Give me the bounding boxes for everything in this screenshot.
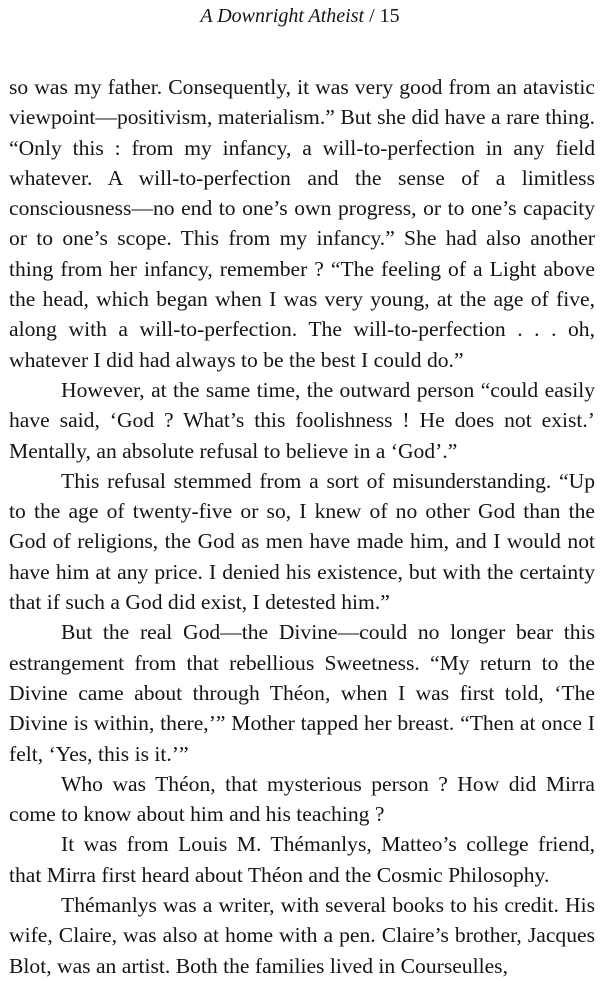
page-number: 15 [379,5,400,27]
paragraph: Thémanlys was a writer, with several books to his credit. His wife, Claire, was also at home with a pen. Claire’s brother, Jacques Blot, was an artist. Both the families lived in Courseulles, [9,893,595,978]
paragraph: Who was Théon, that mysterious person ? How did Mirra come to know about him and his teaching ? [9,771,595,827]
paragraph: This refusal stemmed from a sort of misunderstanding. “Up to the age of twenty-five or so, I knew of no other God than the God of religions, the God as men have made him, and I would not have him at any price. I denied his existence, but with the certainty that if such a God did exist, I detested him.” [9,468,595,615]
paragraph: But the real God—the Divine—could no longer bear this estrangement from that rebellious Sweetness. “My return to the Divine came about through Théon, when I was first told, ‘The Divine is within, there,’” Mother tapped her breast. “Then at once I felt, ‘Yes, this is it.’” [9,620,595,766]
paragraph: It was from Louis M. Thémanlys, Matteo’s college friend, that Mirra first heard about Théon and the Cosmic Philosophy. [9,832,595,887]
paragraph: so was my father. Consequently, it was very good from an atavistic viewpoint—positivism, materialism.” But she did have a rare thing. “Only this : from my infancy, a will-to-perfection in any field whatever. A will-to-perfection and the sense of a limitless consciousness—no end to one’s own progress, or to one’s capacity or to one’s scope. This from my infancy.” She had also another thing from her infancy, remember ? “The feeling of a Light above the head, which began when I was very young, at the age of five, along with a will-to-perfection. The will-to-perfection . . . oh, whatever I did had always to be the best I could do.” [9,75,595,372]
running-head-separator: / [364,5,380,27]
running-head-title: A Downright Atheist [200,5,365,27]
paragraph: However, at the same time, the outward person “could easily have said, ‘God ? What’s this foolishness ! He does not exist.’ Mentally, an absolute refusal to believe in a ‘God’.” [9,377,595,463]
running-head [0,3,600,29]
body-text [9,72,595,981]
